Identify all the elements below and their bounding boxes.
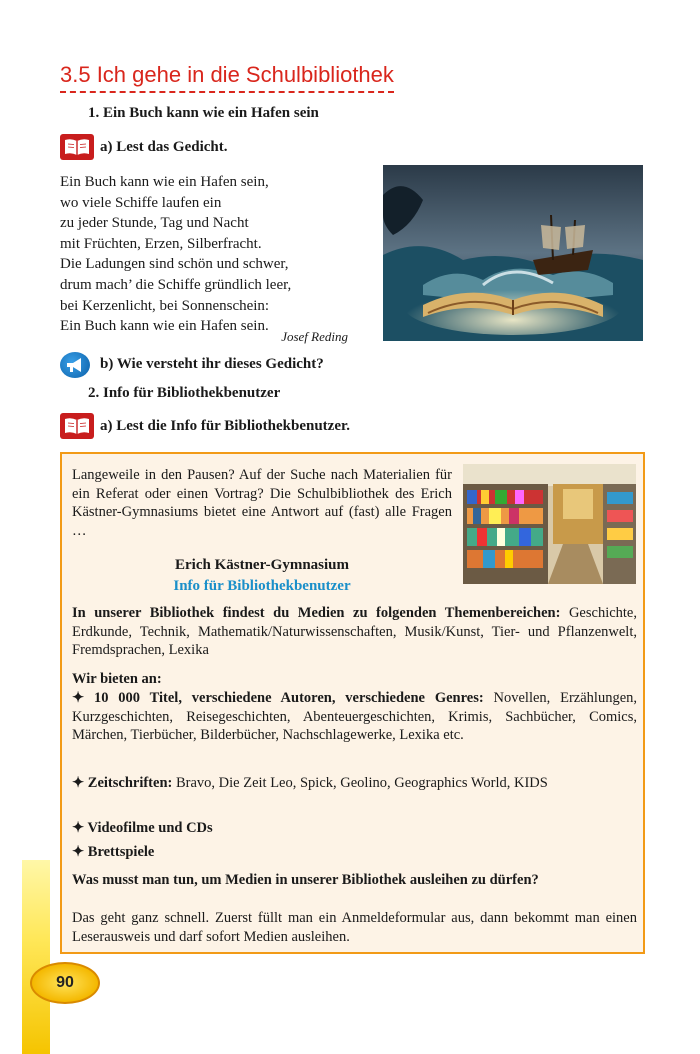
poem-line: Die Ladungen sind schön und schwer,: [60, 256, 289, 273]
poem-line: Ein Buch kann wie ein Hafen sein,: [60, 174, 269, 190]
offer-item-games: [72, 843, 637, 862]
book-icon: [60, 413, 94, 439]
poem-line: drum mach’ die Schiffe gründlich leer,: [60, 276, 292, 293]
info-intro: Langeweile in den Pausen? Auf der Suche nach Materialien für ein Referat oder einen Vortrag? Die Schulbibliothek des Erich Kästner-Gymnasiums bietet eine Antwort auf (fast) alle Fragen …: [72, 467, 452, 539]
item1-bold: 10 000 Titel, verschiedene Autoren, verschiedene Genres:: [84, 690, 484, 706]
question: [72, 871, 637, 890]
section1-task-a: a) Lest das Gedicht.: [100, 139, 228, 155]
library-image: [463, 464, 636, 584]
poem-author: Josef Reding: [281, 329, 348, 344]
school-name: Erich Kästner-Gymnasium: [174, 557, 350, 573]
bullet-icon: ✦: [72, 820, 85, 836]
item2-bold: Zeitschriften:: [84, 775, 173, 791]
item1-text: Novellen, Erzählungen, Kurzgeschichten, Reisegeschichten, Abenteuergeschichten, Krimis, Sachbücher, Comics, Märchen, Tierbücher, Bilderbücher, Nachschlagewerke, Lexika etc.: [72, 690, 638, 743]
answer: Das geht ganz schnell. Zuerst füllt man ein Anmeldeformular aus, dann bekommt man einen Leserausweis und darf sofort Medien ausleihen.: [72, 910, 637, 945]
media-bold: In unserer Bibliothek findest du Medien zu folgenden Themenbereichen:: [72, 605, 561, 621]
bullet-icon: ✦: [72, 775, 85, 791]
poem-line: wo viele Schiffe laufen ein: [60, 194, 222, 211]
offer-heading: [72, 670, 637, 689]
poem-line: bei Kerzenlicht, bei Sonnenschein:: [60, 297, 270, 314]
poem-line: mit Früchten, Erzen, Silberfracht.: [60, 235, 262, 252]
chapter-title: 3.5 Ich gehe in die Schulbibliothek: [60, 62, 394, 93]
offer-item-magazines: [72, 774, 637, 793]
section1-heading: 1. Ein Buch kann wie ein Hafen sein: [88, 105, 319, 121]
info-subtitle: Info für Bibliothekbenutzer: [173, 578, 351, 594]
bullet-icon: ✦: [72, 844, 85, 860]
item2-text: Bravo, Die Zeit Leo, Spick, Geolino, Geographics World, KIDS: [172, 775, 548, 791]
poem: [60, 172, 360, 337]
item3-text: Videofilme und CDs: [84, 820, 213, 836]
item4-text: Brettspiele: [84, 844, 155, 860]
section1-task-b: b) Wie versteht ihr dieses Gedicht?: [100, 356, 324, 372]
section2-task-a: a) Lest die Info für Bibliothekbenutzer.: [100, 418, 351, 434]
poem-line: zu jeder Stunde, Tag und Nacht: [60, 215, 249, 232]
question-text: Was musst man tun, um Medien in unserer Bibliothek ausleihen zu dürfen?: [72, 872, 539, 888]
page-edge-decoration: [22, 860, 50, 1054]
offer-heading-text: Wir bieten an:: [72, 671, 162, 687]
media-text: Geschichte, Erdkunde, Technik, Mathematik/Naturwissenschaften, Musik/Kunst, Tier- und Pflanzenwelt, Fremdsprachen, Lexika: [72, 605, 637, 658]
offer-item-videos: [72, 819, 637, 838]
info-box: [60, 452, 645, 954]
poem-line: Ein Buch kann wie ein Hafen sein.: [60, 318, 269, 335]
bullet-icon: ✦: [72, 690, 85, 706]
megaphone-icon: [60, 352, 90, 378]
page-number: 90: [30, 962, 100, 1004]
section2-heading: 2. Info für Bibliothekbenutzer: [88, 385, 281, 401]
media-paragraph: [72, 604, 637, 660]
offer-item-titles: [72, 689, 637, 745]
ship-book-image: [383, 165, 643, 341]
book-icon: [60, 134, 94, 160]
